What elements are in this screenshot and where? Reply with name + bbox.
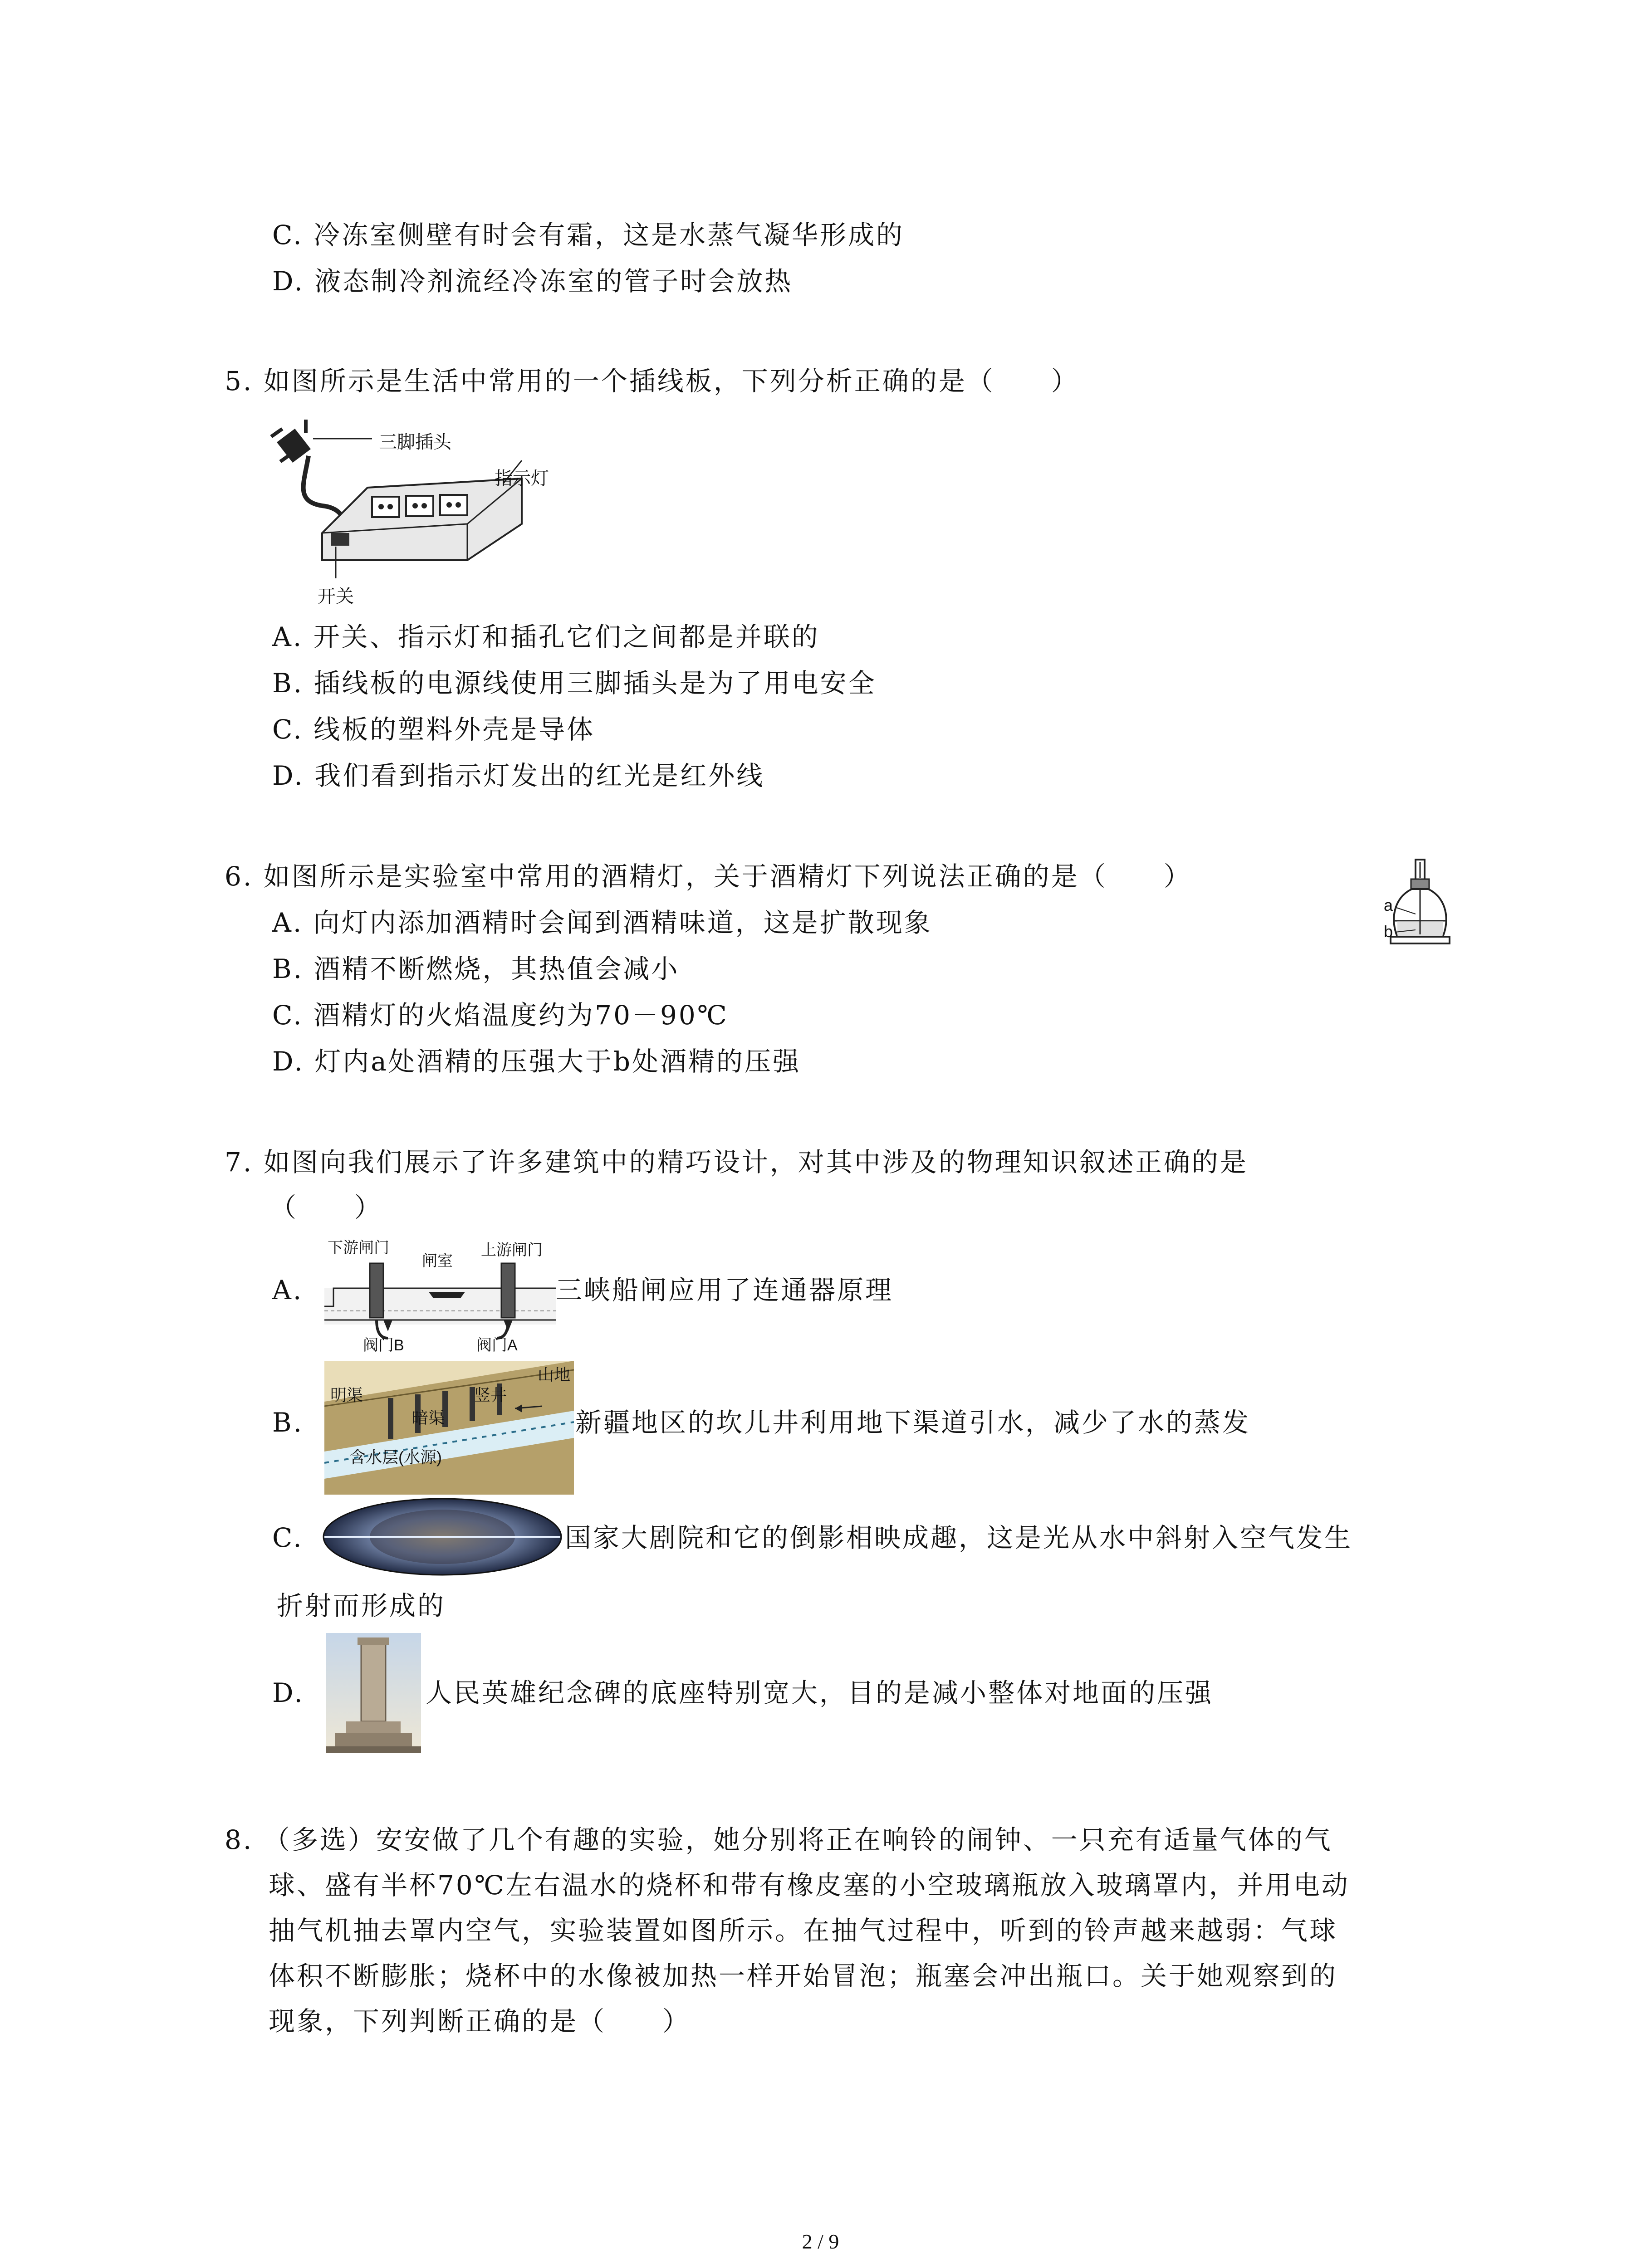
q7b-label-open-canal: 明渠 [330,1386,363,1404]
q8-line1: 8. （多选）安安做了几个有趣的实验，她分别将正在响铃的闹钟、一只充有适量气体的气 [225,1824,1332,1855]
q7-karez-figure [324,1361,574,1495]
q7-option-c-text-line2: 折射而形成的 [277,1590,446,1621]
q6-option-b: B. 酒精不断燃烧，其热值会减小 [272,953,680,984]
q5-label-indicator: 指示灯 [495,469,549,489]
q5-option-c: C. 线板的塑料外壳是导体 [272,714,595,745]
q5-label-plug: 三脚插头 [379,432,451,452]
q7b-label-aquifer: 含水层(水源) [349,1448,442,1466]
q7-option-b-text: 新疆地区的坎儿井利用地下渠道引水，减少了水的蒸发 [575,1407,1251,1438]
q6-option-c: C. 酒精灯的火焰温度约为70－90℃ [272,1000,729,1031]
q7-national-theater-figure [322,1497,563,1576]
q8-line5: 现象，下列判断正确的是（ ） [269,2006,691,2037]
alcohol-lamp-icon [1391,860,1450,943]
q7-option-c-text-line1: 国家大剧院和它的倒影相映成趣，这是光从水中斜射入空气发生 [565,1522,1353,1553]
q5-label-switch: 开关 [318,587,354,606]
q5-option-d: D. 我们看到指示灯发出的红光是红外线 [272,760,765,791]
q5-option-b: B. 插线板的电源线使用三脚插头是为了用电安全 [272,668,877,699]
q7a-label-downstream-gate: 下游闸门 [328,1239,389,1256]
q5-stem: 5. 如图所示是生活中常用的一个插线板，下列分析正确的是（ ） [225,366,1079,396]
q6-label-a: a [1384,896,1393,914]
q7-option-d-text: 人民英雄纪念碑的底座特别宽大，目的是减小整体对地面的压强 [426,1677,1214,1708]
q7-stem-line1: 7. 如图向我们展示了许多建筑中的精巧设计，对其中涉及的物理知识叙述正确的是 [225,1147,1248,1178]
plug-icon [270,420,349,533]
q4-option-d: D. 液态制冷剂流经冷冻室的管子时会放热 [272,266,793,297]
q7-option-a-text: 三峡船闸应用了连通器原理 [556,1275,894,1305]
q7b-label-mountain: 山地 [538,1365,571,1384]
q7-option-c-letter: C. [272,1522,304,1553]
q6-stem: 6. 如图所示是实验室中常用的酒精灯，关于酒精灯下列说法正确的是（ ） [225,861,1192,892]
q7b-label-hidden-canal: 暗渠 [412,1408,445,1427]
power-strip-body [322,479,522,560]
q6-option-d: D. 灯内a处酒精的压强大于b处酒精的压强 [272,1046,801,1077]
q7-stem-line2: （ ） [270,1192,383,1223]
q6-alcohol-lamp-figure [1384,857,1456,955]
q6-option-a: A. 向灯内添加酒精时会闻到酒精味道，这是扩散现象 [272,907,932,938]
q7-option-b-letter: B. [272,1407,304,1438]
q6-label-b: b [1384,922,1393,941]
q7a-label-valve-a: 阀门A [476,1337,518,1354]
q7b-label-well: 竖井 [474,1386,507,1404]
q8-line4: 体积不断膨胀；烧杯中的水像被加热一样开始冒泡；瓶塞会冲出瓶口。关于她观察到的 [269,1960,1338,1991]
q7a-label-valve-b: 阀门B [363,1337,404,1354]
q8-line2: 球、盛有半杯70℃左右温水的烧杯和带有橡皮塞的小空玻璃瓶放入玻璃罩内，并用电动 [269,1870,1350,1901]
q7-option-a-letter: A. [272,1275,304,1305]
page-number: 2 / 9 [802,2230,839,2253]
q5-option-a: A. 开关、指示灯和插孔它们之间都是并联的 [272,621,820,652]
q7a-label-upstream-gate: 上游闸门 [481,1242,543,1259]
q4-option-c: C. 冷冻室侧壁有时会有霜，这是水蒸气凝华形成的 [272,220,905,250]
q7a-label-chamber: 闸室 [422,1252,453,1270]
q8-line3: 抽气机抽去罩内空气，实验装置如图所示。在抽气过程中，听到的铃声越来越弱：气球 [269,1915,1338,1946]
q7-monument-figure [326,1633,421,1753]
q7-option-d-letter: D. [272,1677,304,1708]
